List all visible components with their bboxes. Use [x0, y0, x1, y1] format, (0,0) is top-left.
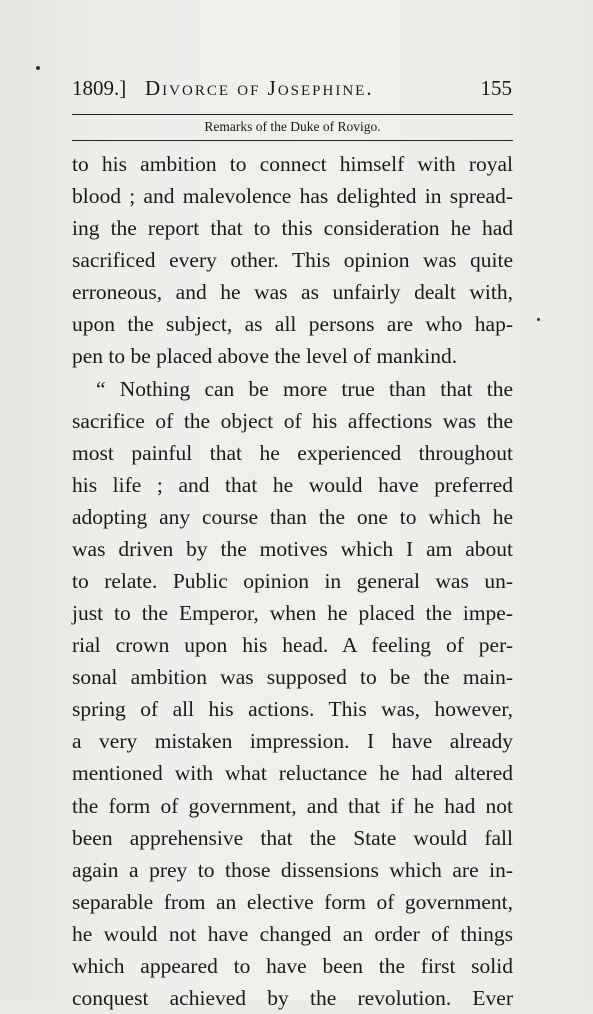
text-line: spring of all his actions. This was, however,	[72, 697, 513, 722]
ink-speck	[36, 66, 40, 70]
ink-speck	[537, 318, 540, 321]
text-line: his life ; and that he would have preferred	[72, 472, 513, 497]
text-line: separable from an elective form of government,	[72, 889, 513, 914]
text-line: sacrificed every other. This opinion was quite	[72, 248, 513, 273]
text-line: blood ; and malevolence has delighted in spread-	[72, 184, 513, 209]
text-line: sacrifice of the object of his affections was the	[72, 408, 513, 433]
text-line: been apprehensive that the State would fall	[72, 825, 513, 850]
text-line: pen to be placed above the level of mankind.	[72, 344, 458, 369]
text-line: to his ambition to connect himself with royal	[72, 152, 513, 176]
header-rule-bottom	[72, 140, 513, 141]
text-line: the form of government, and that if he had not	[72, 793, 513, 818]
page-number: 155	[480, 76, 512, 100]
text-line: sonal ambition was supposed to be the main-	[72, 665, 513, 690]
section-subheading: Remarks of the Duke of Rovigo.	[204, 119, 381, 134]
text-line: ing the report that to this consideration he had	[72, 216, 513, 241]
text-line: was driven by the motives which I am about	[72, 536, 513, 561]
text-line: a very mistaken impression. I have already	[72, 729, 513, 754]
text-line: erroneous, and he was as unfairly dealt with,	[72, 280, 513, 305]
text-line: again a prey to those dissensions which are in-	[72, 857, 513, 882]
text-line: upon the subject, as all persons are who hap-	[72, 312, 513, 337]
text-line: mentioned with what reluctance he had altered	[72, 761, 513, 786]
text-line: which appeared to have been the first solid	[72, 953, 513, 978]
running-head	[72, 76, 512, 106]
text-line: conquest achieved by the revolution. Ever	[72, 986, 513, 1011]
text-line: adopting any course than the one to which he	[72, 504, 513, 529]
header-title: Divorce of Josephine.	[145, 76, 374, 100]
text-line: he would not have changed an order of things	[72, 921, 513, 946]
text-line: just to the Emperor, when he placed the impe-	[72, 601, 513, 626]
text-line: most painful that he experienced throughout	[72, 440, 513, 465]
text-line: to relate. Public opinion in general was un-	[72, 569, 513, 594]
header-year: 1809.]	[72, 76, 127, 100]
text-line: rial crown upon his head. A feeling of per-	[72, 633, 513, 658]
text-line: “ Nothing can be more true than that the	[96, 376, 513, 401]
header-rule-top	[72, 114, 513, 115]
body-text	[72, 148, 513, 1014]
